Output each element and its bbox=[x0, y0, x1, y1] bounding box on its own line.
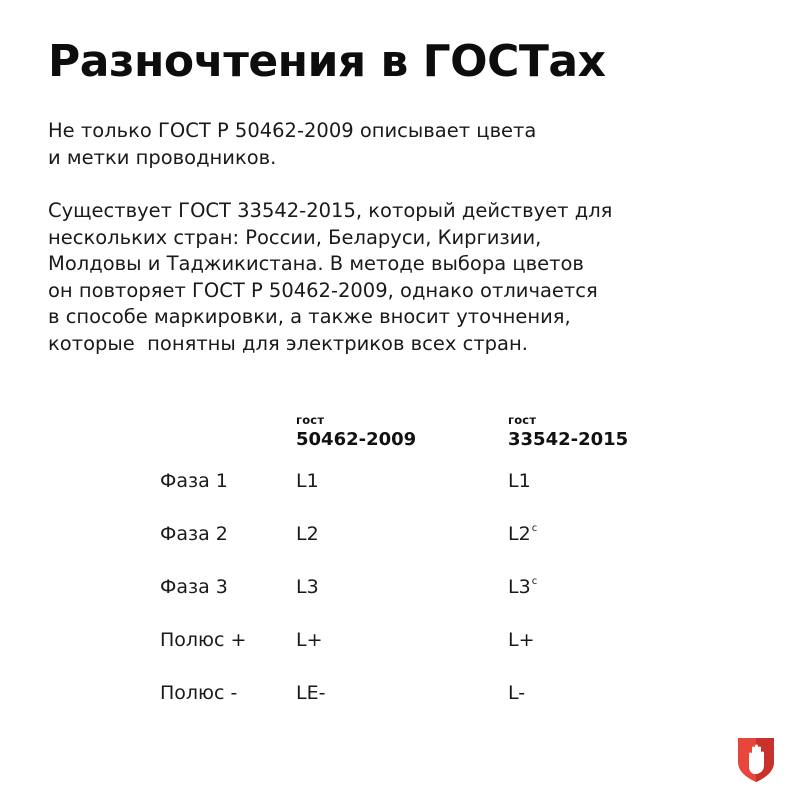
cell-gost-50462: LE- bbox=[296, 682, 326, 704]
cell-gost-33542: L2$^c$ bbox=[508, 523, 538, 545]
text-line: Молдовы и Таджикистана. В методе выбора цветов bbox=[48, 252, 584, 275]
row-label: Фаза 2 bbox=[160, 523, 228, 545]
cell-gost-33542: L- bbox=[508, 682, 526, 704]
cell-gost-33542: L1 bbox=[508, 470, 531, 492]
cell-gost-50462: L2 bbox=[296, 523, 319, 545]
cell-gost-50462: L1 bbox=[296, 470, 319, 492]
column-header-number: 50462-2009 bbox=[296, 429, 417, 450]
text-line: он повторяет ГОСТ Р 50462-2009, однако отличается bbox=[48, 278, 598, 302]
superscript-c: c bbox=[531, 523, 538, 534]
cell-gost-50462: L3 bbox=[296, 576, 319, 598]
text-line: Не только ГОСТ Р 50462-2009 описывает цвета bbox=[48, 119, 537, 142]
column-header-gost-50462 bbox=[296, 412, 416, 452]
column-header-number: 33542-2015 bbox=[508, 429, 629, 450]
table-row bbox=[0, 466, 800, 496]
text-line: Существует ГОСТ 33542-2015, который действует для bbox=[48, 199, 613, 222]
text-line: которые понятны для электриков всех стран. bbox=[48, 331, 528, 355]
column-header-prefix: гост bbox=[296, 413, 325, 427]
row-label: Фаза 1 bbox=[160, 470, 228, 492]
row-label: Полюс + bbox=[160, 629, 247, 651]
row-label: Фаза 3 bbox=[160, 576, 228, 598]
text-line: нескольких стран: России, Беларуси, Киргизии, bbox=[48, 225, 542, 249]
table-row bbox=[0, 625, 800, 655]
shield-hand-icon bbox=[736, 734, 776, 784]
column-header-prefix: гост bbox=[508, 413, 537, 427]
row-label: Полюс - bbox=[160, 682, 238, 704]
table-row bbox=[0, 572, 800, 602]
cell-gost-50462: L+ bbox=[296, 629, 323, 651]
text-line: в способе маркировки, а также вносит уточнения, bbox=[48, 305, 571, 328]
cell-gost-33542: L3$^c$ bbox=[508, 576, 538, 598]
intro-paragraph bbox=[48, 118, 536, 171]
details-paragraph bbox=[48, 198, 612, 357]
table-row bbox=[0, 678, 800, 708]
page-title: Разночтения в ГОСТах bbox=[48, 36, 606, 87]
text-line: и метки проводников. bbox=[48, 145, 277, 169]
cell-gost-33542: L+ bbox=[508, 629, 535, 651]
column-header-gost-33542 bbox=[508, 412, 628, 452]
table-row bbox=[0, 519, 800, 549]
superscript-c: c bbox=[531, 576, 538, 587]
